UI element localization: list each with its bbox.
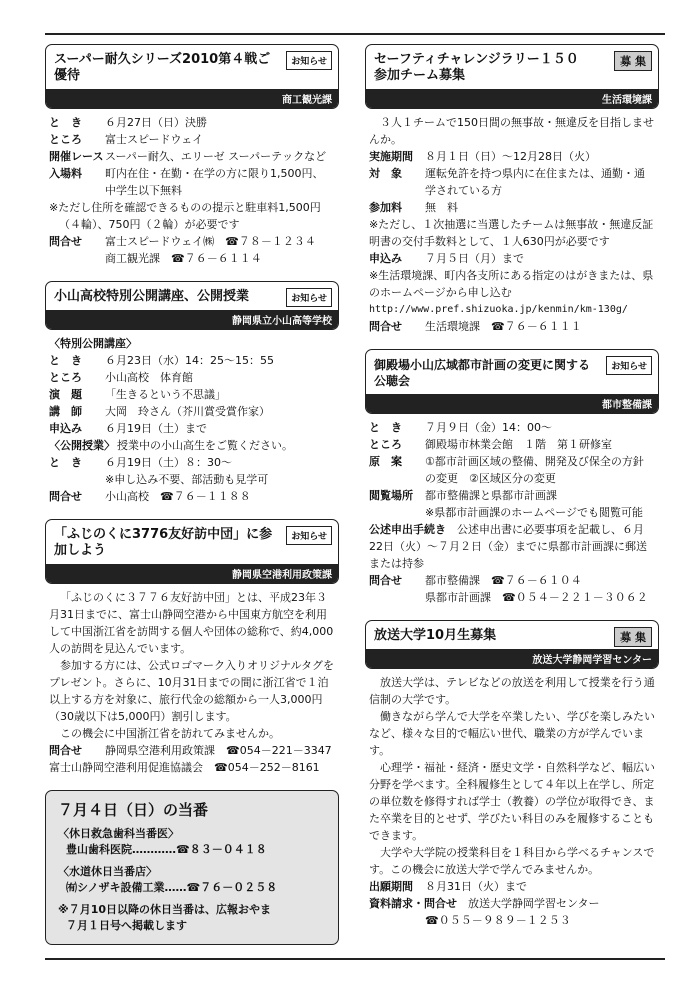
field-value: 御殿場市林業会館 １階 第１研修室 [425, 438, 612, 451]
notice-body [365, 669, 659, 929]
paragraph: 「ふじのくに３７７６友好訪中団」とは、平成23年３月31日までに、富士山静岡空港から中国東方航空を利用して中国浙江省を訪問する個人や団体の総称で、約4,000人の訪問を見込んでいます。 [49, 591, 334, 655]
paragraph: この機会に中国浙江省を訪れてみませんか。 [60, 727, 280, 740]
field-label: 演 題 [49, 388, 82, 401]
notice-title-line1: セーフティチャレンジラリー１５０ [374, 52, 579, 67]
field-label: と き [49, 456, 82, 469]
department-label: 都市整備課 [366, 394, 658, 413]
duty-entry: 豊山歯科医院…………☎８３－０４１８ [66, 843, 267, 856]
notice-header [365, 620, 659, 669]
field-value: ６月19日（土）８：30～ [105, 456, 232, 469]
field-label: 実施期間 [369, 150, 413, 163]
website-url[interactable]: http://www.pref.shizuoka.jp/kenmin/km-130g/ [369, 304, 628, 315]
field-label: 入場料 [49, 167, 82, 180]
field-label: 閲覧場所 [369, 489, 413, 502]
field-value: ８月１日（日）～12月28日（火） [425, 150, 596, 163]
field-label: 参加料 [369, 201, 402, 214]
field-label: 資料請求・問合せ [369, 897, 457, 910]
department-label: 放送大学静岡学習センター [366, 649, 658, 668]
notice-title: 放送大学10月生募集 [374, 628, 497, 643]
note-text: ※ただし、１次抽選に当選したチームは無事故・無違反証明書の交付手数料として、１人630円が必要です [369, 218, 654, 248]
duty-note: ７月１日号へ掲載します [66, 919, 187, 932]
field-value: 「生きるという不思議」 [105, 388, 226, 401]
contact-value: 都市整備課 ☎７６－６１０４ [425, 574, 582, 587]
holiday-duty-box [45, 790, 339, 945]
notice-title: 小山高校特別公開講座、公開授業 [54, 289, 250, 304]
contact-value: 静岡県空港利用政策課 ☎054－221－3347 [105, 744, 332, 757]
note-text: ※生活環境課、町内各支所にある指定のはがきまたは、県のホームページから申し込む [369, 269, 654, 299]
notice-header [45, 281, 339, 330]
notice-tag: お知らせ [286, 288, 332, 307]
notice-header [365, 349, 659, 414]
field-value: 運転免許を持つ県内に在住または、通勤・通学されている方 [425, 167, 645, 197]
notice-open-university [365, 620, 659, 929]
paragraph: 参加する方には、公式ロゴマーク入りオリジナルタグをプレゼント。さらに、10月31日までの間に浙江省で１泊以上する方を対象に、旅行代金の総額から一人3,000円（30歳以下は5,000円）割引します。 [49, 659, 335, 723]
note-text: ※県都市計画課のホームページでも閲覧可能 [425, 506, 643, 519]
field-value-cont: の変更 ②区域区分の変更 [425, 472, 556, 485]
field-label: ところ [49, 133, 82, 146]
field-label: 公述申出手続き [369, 523, 446, 536]
field-label: 原 案 [369, 455, 402, 468]
note-text: ※ただし住所を確認できるものの提示と駐車料1,500円 [49, 201, 321, 214]
duty-entry: ㈲シノザキ設備工業……☎７６－０２５８ [66, 881, 278, 894]
field-value: 富士スピードウェイ [105, 133, 204, 146]
field-label: と き [49, 116, 82, 129]
field-label: 出願期間 [369, 880, 413, 893]
subheading: 〈公開授業〉 [49, 439, 115, 452]
notice-title: 「ふじのくに3776友好訪中団」に参加しよう [54, 527, 273, 558]
notice-tag: お知らせ [286, 51, 332, 70]
notice-title: スーパー耐久シリーズ2010第４戦ご優待 [54, 52, 271, 83]
contact-value: 小山高校 ☎７６－１１８８ [105, 490, 251, 503]
notice-tag: お知らせ [286, 526, 332, 545]
notice-tag: 募 集 [614, 627, 652, 647]
field-value: 授業中の小山高生をご覧ください。 [117, 439, 293, 452]
contact-value: 富士スピードウェイ㈱ ☎７８－１２３４ [105, 235, 316, 248]
notice-header [45, 519, 339, 584]
department-label: 商工観光課 [46, 89, 338, 108]
field-value: 大岡 玲さん（芥川賞受賞作家） [105, 405, 270, 418]
top-rule [45, 33, 665, 35]
department-label: 静岡県空港利用政策課 [46, 564, 338, 583]
notice-body [365, 414, 659, 606]
field-value: ７月５日（月）まで [425, 252, 524, 265]
field-label: と き [49, 354, 82, 367]
field-label: 問合せ [49, 235, 82, 248]
contact-value: 生活環境課 ☎７６－６１１１ [425, 320, 582, 333]
notice-tag: お知らせ [606, 356, 652, 375]
field-label: 問合せ [49, 490, 82, 503]
duty-note: ※７月10日以降の休日当番は、広報おやま [58, 903, 272, 916]
notice-super-taikyu [45, 44, 339, 267]
left-column [45, 44, 339, 945]
notice-fujinokuni-china-tour [45, 519, 339, 776]
contact-value: ☎０５５－９８９－１２５３ [425, 914, 571, 927]
notice-header [45, 44, 339, 109]
notice-title: 御殿場小山広域都市計画の変更に関する公聴会 [374, 358, 591, 388]
right-column [365, 44, 659, 943]
field-value: ６月19日（土）まで [105, 422, 207, 435]
notice-body [45, 109, 339, 267]
field-value: 小山高校 体育館 [105, 371, 193, 384]
field-value-cont: 中学生以下無料 [105, 184, 182, 197]
field-value: ８月31日（火）まで [425, 880, 527, 893]
contact-value: 商工観光課 ☎７６－６１１４ [105, 252, 262, 265]
field-value: ７月９日（金）14：00～ [425, 421, 552, 434]
field-value: 無 料 [425, 201, 458, 214]
paragraph: 放送大学は、テレビなどの放送を利用して授業を行う通信制の大学です。 [369, 676, 655, 706]
note-text: ※申し込み不要、部活動も見学可 [105, 473, 269, 486]
field-value: 都市整備課と県都市計画課 [425, 489, 557, 502]
field-value: ６月27日（日）決勝 [105, 116, 207, 129]
paragraph: 働きながら学んで大学を卒業したい、学びを楽しみたいなど、様々な目的で幅広い世代、職業の方が学んでいます。 [369, 710, 655, 757]
field-label: ところ [49, 371, 82, 384]
notice-tag: 募 集 [614, 51, 652, 71]
paragraph: 心理学・福祉・経済・歴史文学・自然科学など、幅広い分野を学べます。全科履修生として４年以上在学し、所定の単位数を修得すれば学士（教養）の学位が取得でき、また卒業を目的とせず、学びたい科目のみを履修することもできます。 [369, 761, 655, 842]
notice-body [365, 109, 659, 335]
field-value: 公述申出書に必要事項を記載し、６月22日（火）～７月２日（金）までに県都市計画課に郵送または持参 [369, 523, 647, 570]
note-text: （４輪）、750円（２輪）が必要です [59, 218, 240, 231]
duty-subheading: 〈水道休日当番店〉 [58, 865, 157, 878]
notice-body [45, 584, 339, 776]
duty-title: ７月４日（日）の当番 [58, 801, 209, 819]
notice-body [45, 330, 339, 505]
notice-city-planning-hearing [365, 349, 659, 606]
field-value: 町内在住・在勤・在学の方に限り1,500円、 [105, 167, 324, 180]
field-label: 申込み [369, 252, 402, 265]
department-label: 静岡県立小山高等学校 [46, 310, 338, 329]
field-label: 対 象 [369, 167, 402, 180]
paragraph: ３人１チームで150日間の無事故・無違反を目指しませんか。 [369, 116, 654, 146]
field-label: と き [369, 421, 402, 434]
notice-oyama-highschool [45, 281, 339, 505]
department-label: 生活環境課 [366, 89, 658, 108]
field-value: スーパー耐久、エリーゼ スーパーテックなど [105, 150, 327, 163]
contact-value: 放送大学静岡学習センター [468, 897, 600, 910]
field-label: 開催レース [49, 150, 104, 163]
notice-title-line2: 参加チーム募集 [374, 68, 466, 83]
contact-value: 富士山静岡空港利用促進協議会 ☎054－252－8161 [49, 761, 320, 774]
duty-subheading: 〈休日救急歯科当番医〉 [58, 827, 179, 840]
contact-value: 県都市計画課 ☎０５４－２２１－３０６２ [425, 591, 648, 604]
field-label: 問合せ [49, 744, 82, 757]
paragraph: 大学や大学院の授業科目を１科目から学べるチャンスです。この機会に放送大学で学んでみませんか。 [369, 846, 655, 876]
bottom-rule [45, 958, 665, 960]
field-value: ①都市計画区域の整備、開発及び保全の方針 [425, 455, 644, 468]
field-label: ところ [369, 438, 402, 451]
field-label: 問合せ [369, 574, 402, 587]
field-label: 講 師 [49, 405, 82, 418]
notice-safety-rally [365, 44, 659, 335]
notice-header [365, 44, 659, 109]
field-value: ６月23日（水）14：25～15：55 [105, 354, 274, 367]
subheading: 〈特別公開講座〉 [49, 337, 137, 350]
field-label: 申込み [49, 422, 82, 435]
field-label: 問合せ [369, 320, 402, 333]
